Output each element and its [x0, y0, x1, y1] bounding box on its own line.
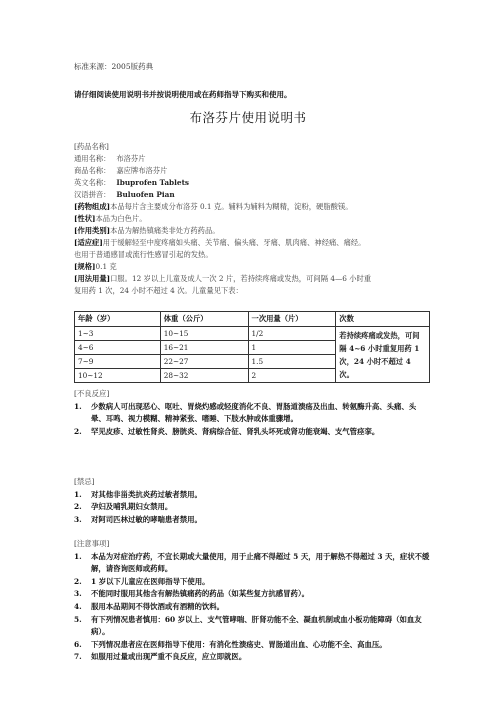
table-row: [75, 327, 430, 341]
dose-cell: 1/2: [248, 327, 336, 341]
item-text: 如服用过量或出现严重不良反应，应立即就医。: [91, 652, 247, 662]
pinyin-name-value: Buluofen Pian: [116, 190, 175, 199]
age-cell: 4~6: [75, 341, 161, 355]
dose-cell: 1: [248, 341, 336, 355]
item-number: 2.: [74, 426, 82, 436]
item-number: 1.: [74, 489, 82, 499]
generic-name-value: 布洛芬片: [116, 154, 146, 163]
list-item: [74, 601, 430, 614]
english-name-value: Ibuprofen Tablets: [116, 178, 190, 187]
english-name-row: [74, 177, 426, 189]
item-number: 3.: [74, 589, 82, 599]
dose-cell: 1.5: [248, 355, 336, 369]
item-text: 不能同时服用其他含有解热镇痛药的药品（如某些复方抗感冒药）。: [91, 589, 310, 599]
age-cell: 10~12: [75, 369, 161, 383]
weight-cell: 10~15: [160, 327, 248, 341]
frequency-cell: 若持续疼痛或发热，可间隔 4~6 小时重复用药 1 次，24 小时不超过 4 次。: [336, 327, 430, 383]
composition-label: [药物组成]: [74, 202, 111, 211]
trade-name-value: 嘉应牌布洛芬片: [116, 166, 168, 175]
header-weight: 体重（公斤）: [160, 312, 248, 327]
pinyin-name-row: [74, 189, 426, 201]
category-row: [74, 225, 426, 237]
item-text: 下列情况患者应在医师指导下使用：有消化性溃疡史、胃肠道出血、心功能不全、高血压。: [91, 639, 387, 649]
list-item: [74, 614, 430, 639]
item-number: 6.: [74, 639, 82, 649]
weight-cell: 22~27: [160, 355, 248, 369]
indication-row: [74, 237, 426, 249]
item-text: 少数病人可出现恶心、呕吐、胃烧灼感或轻度消化不良、胃肠道溃疡及出血、转氨酶升高、头痛、头晕、耳鸣、视力模糊、精神紧张、嗜睡、下肢水肿或体重骤增。: [91, 401, 417, 424]
cautions-section: [74, 538, 430, 664]
character-text: 本品为白色片。: [95, 214, 147, 223]
item-text: 对其他非甾类抗炎药过敏者禁用。: [91, 489, 202, 499]
item-number: 4.: [74, 601, 82, 611]
dose-table-header: [75, 312, 430, 327]
category-label: [作用类别]: [74, 226, 111, 235]
weight-cell: 28~32: [160, 369, 248, 383]
item-number: 5.: [74, 614, 82, 624]
header-dose: 一次用量（片）: [248, 312, 336, 327]
item-number: 2.: [74, 576, 82, 586]
usage-line2: 复用药 1 次，24 小时不超过 4 次。儿童量见下表：: [74, 286, 243, 295]
pinyin-name-label: 汉语拼音：: [74, 190, 111, 199]
contraindications-section: [74, 476, 430, 526]
list-item: [74, 639, 430, 652]
header-frequency: 次数: [336, 312, 430, 327]
item-text: 有下列情况患者慎用：60 岁以上、支气管哮喘、肝肾功能不全、凝血机制或血小板功能障碍（如血友病）。: [91, 614, 422, 637]
list-item: [74, 501, 430, 514]
standard-source: 标准来源：2005版药典: [74, 62, 154, 71]
item-text: 本品为对症治疗药，不宜长期或大量使用，用于止痛不得超过 5 天，用于解热不得超过 3 天，症状不缓解，请咨询医师或药师。: [91, 551, 430, 574]
composition-text: 本品每片含主要成分布洛芬 0.1 克。辅料为辅料为糊精，淀粉，硬脂酸镁。: [110, 202, 353, 211]
header-age: 年龄（岁）: [75, 312, 161, 327]
item-number: 1.: [74, 401, 82, 411]
usage-label: [用法用量]: [74, 274, 111, 283]
trade-name-label: 商品名称：: [74, 166, 111, 175]
list-item: [74, 489, 430, 502]
item-number: 3.: [74, 514, 82, 524]
dose-table: [74, 311, 430, 383]
category-text: 本品为解热镇痛类非处方药药品。: [110, 226, 220, 235]
list-item: [74, 576, 430, 589]
weight-cell: 16~21: [160, 341, 248, 355]
item-text: 对阿司匹林过敏的哮喘患者禁用。: [91, 514, 202, 524]
trade-name-row: [74, 165, 426, 177]
cautions-heading: [注意事项]: [74, 539, 110, 548]
spec-label: [规格]: [74, 262, 96, 271]
indication-label: [适应症]: [74, 238, 103, 247]
item-text: 孕妇及哺乳期妇女禁用。: [91, 502, 173, 512]
list-item: [74, 401, 430, 426]
usage-notice: 请仔细阅读使用说明书并按说明使用或在药师指导下购买和使用。: [74, 90, 292, 99]
item-number: 1.: [74, 551, 82, 561]
item-text: 服用本品期间不得饮酒或有酒精的饮料。: [91, 601, 225, 611]
spec-row: [74, 261, 426, 273]
list-item: [74, 426, 430, 439]
character-label: [性状]: [74, 214, 96, 223]
spec-text: 0.1 克: [95, 262, 117, 271]
list-item: [74, 551, 430, 576]
composition-row: [74, 201, 426, 213]
usage-text: 口服。12 岁以上儿童及成人一次 2 片，若持续疼痛或发热，可间隔 4—6 小时重: [110, 274, 372, 283]
list-item: [74, 588, 430, 601]
item-number: 2.: [74, 502, 82, 512]
item-text: 1 岁以下儿童应在医师指导下使用。: [91, 576, 210, 586]
page-title: 布洛芬片使用说明书: [189, 110, 307, 125]
generic-name-label: 通用名称：: [74, 154, 111, 163]
drug-name-heading: [药品名称]: [74, 142, 109, 151]
indication-line2: 也用于普通感冒或流行性感冒引起的发热。: [74, 250, 213, 259]
character-row: [74, 213, 426, 225]
adverse-reactions-section: [74, 388, 430, 438]
indication-text: 用于缓解轻至中度疼痛如头痛、关节痛、偏头痛、牙痛、肌肉痛、神经痛、痛经。: [102, 238, 366, 247]
dose-cell: 2: [248, 369, 336, 383]
usage-row: [74, 273, 426, 285]
english-name-label: 英文名称：: [74, 178, 111, 187]
age-cell: 1~3: [75, 327, 161, 341]
adverse-heading: [不良反应]: [74, 389, 110, 398]
list-item: [74, 651, 430, 664]
contra-heading: [禁忌]: [74, 477, 95, 486]
item-text: 罕见皮疹、过敏性肾炎、膀胱炎、肾病综合征、肾乳头坏死或肾功能衰竭、支气管痉挛。: [91, 426, 380, 436]
generic-name-row: [74, 153, 426, 165]
drug-info-block: [74, 141, 426, 297]
list-item: [74, 514, 430, 527]
item-number: 7.: [74, 652, 82, 662]
age-cell: 7~9: [75, 355, 161, 369]
